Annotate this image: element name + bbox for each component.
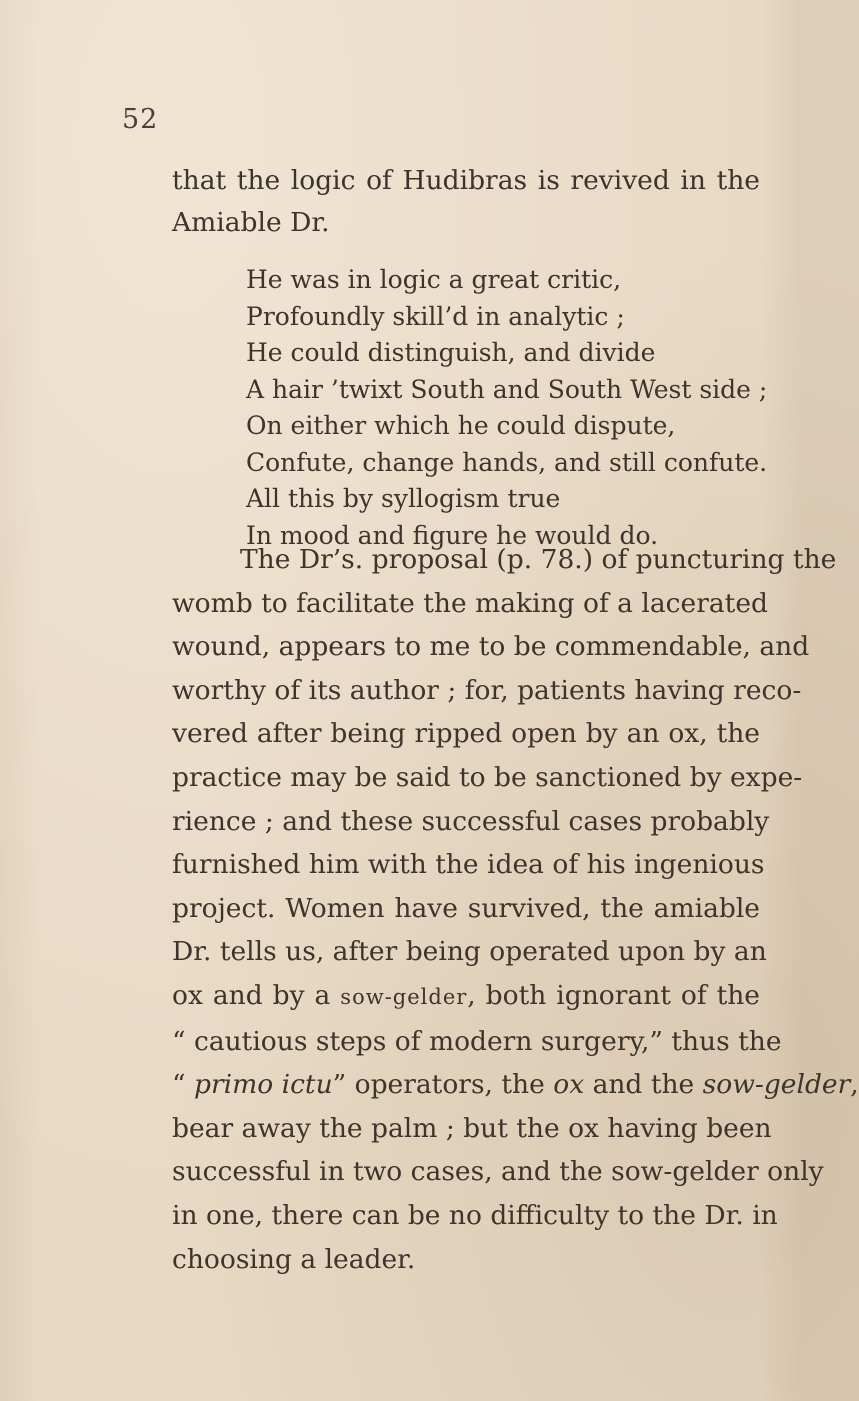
paragraph-line: bear away the palm ; but the ox having been — [172, 1112, 772, 1144]
verse-line: He was in logic a great critic, — [246, 265, 622, 294]
verse-line: All this by syllogism true — [246, 484, 561, 513]
paragraph-line — [172, 1063, 859, 1107]
text-run: “ — [172, 1069, 194, 1101]
paragraph-line: Dr. tells us, after being operated upon by an — [172, 936, 767, 968]
italic-text: sow-gelder — [702, 1069, 851, 1101]
intro-paragraph — [172, 160, 760, 243]
text-run: and the — [584, 1069, 703, 1101]
intro-line: Amiable Dr. — [172, 206, 330, 238]
small-caps-text: sow-gelder — [340, 984, 468, 1009]
paragraph-line: womb to facilitate the making of a lacerated — [172, 587, 768, 619]
paragraph-line: rience ; and these successful cases probably — [172, 805, 770, 837]
paragraph-line: worthy of its author ; for, patients having reco- — [172, 674, 802, 706]
paragraph-line: wound, appears to me to be commendable, and — [172, 631, 810, 663]
verse-line: A hair ’twixt South and South West side ; — [246, 374, 768, 404]
verse-line: In mood and figure he would do. — [246, 520, 659, 550]
page-number: 52 — [122, 104, 159, 135]
verse-line: On either which he could dispute, — [246, 411, 676, 440]
verse-line: He could distinguish, and divide — [246, 338, 656, 367]
paragraph-line: practice may be said to be sanctioned by expe- — [172, 761, 803, 793]
verse-line: Profoundly skill’d in analytic ; — [246, 301, 625, 331]
paragraph-line: vered after being ripped open by an ox, the — [172, 718, 760, 750]
intro-line: that the logic of Hudibras is revived in the — [172, 165, 760, 196]
verse-quotation — [246, 262, 767, 554]
paragraph-line: successful in two cases, and the sow-gelder only — [172, 1156, 824, 1188]
italic-text: ox — [553, 1069, 585, 1101]
text-run: , both ignorant of the — [467, 979, 760, 1011]
paragraph-line: in one, there can be no difficulty to the Dr. in — [172, 1199, 778, 1231]
paragraph-line — [172, 974, 760, 1020]
text-run: ” operators, the — [332, 1069, 554, 1101]
paragraph-line: furnished him with the idea of his ingenious — [172, 849, 765, 881]
paragraph-line: “ cautious steps of modern surgery,” thus the — [172, 1025, 782, 1057]
text-run: , — [850, 1069, 859, 1101]
body-paragraph — [172, 538, 859, 1281]
paragraph-line: The Dr’s. proposal (p. 78.) of puncturing the — [240, 544, 837, 575]
paragraph-line: choosing a leader. — [172, 1243, 416, 1275]
paragraph-line: project. Women have survived, the amiable — [172, 892, 760, 924]
verse-line: Confute, change hands, and still confute. — [246, 447, 768, 477]
italic-text: primo ictu — [193, 1069, 333, 1101]
text-run: ox and by a — [172, 979, 341, 1011]
